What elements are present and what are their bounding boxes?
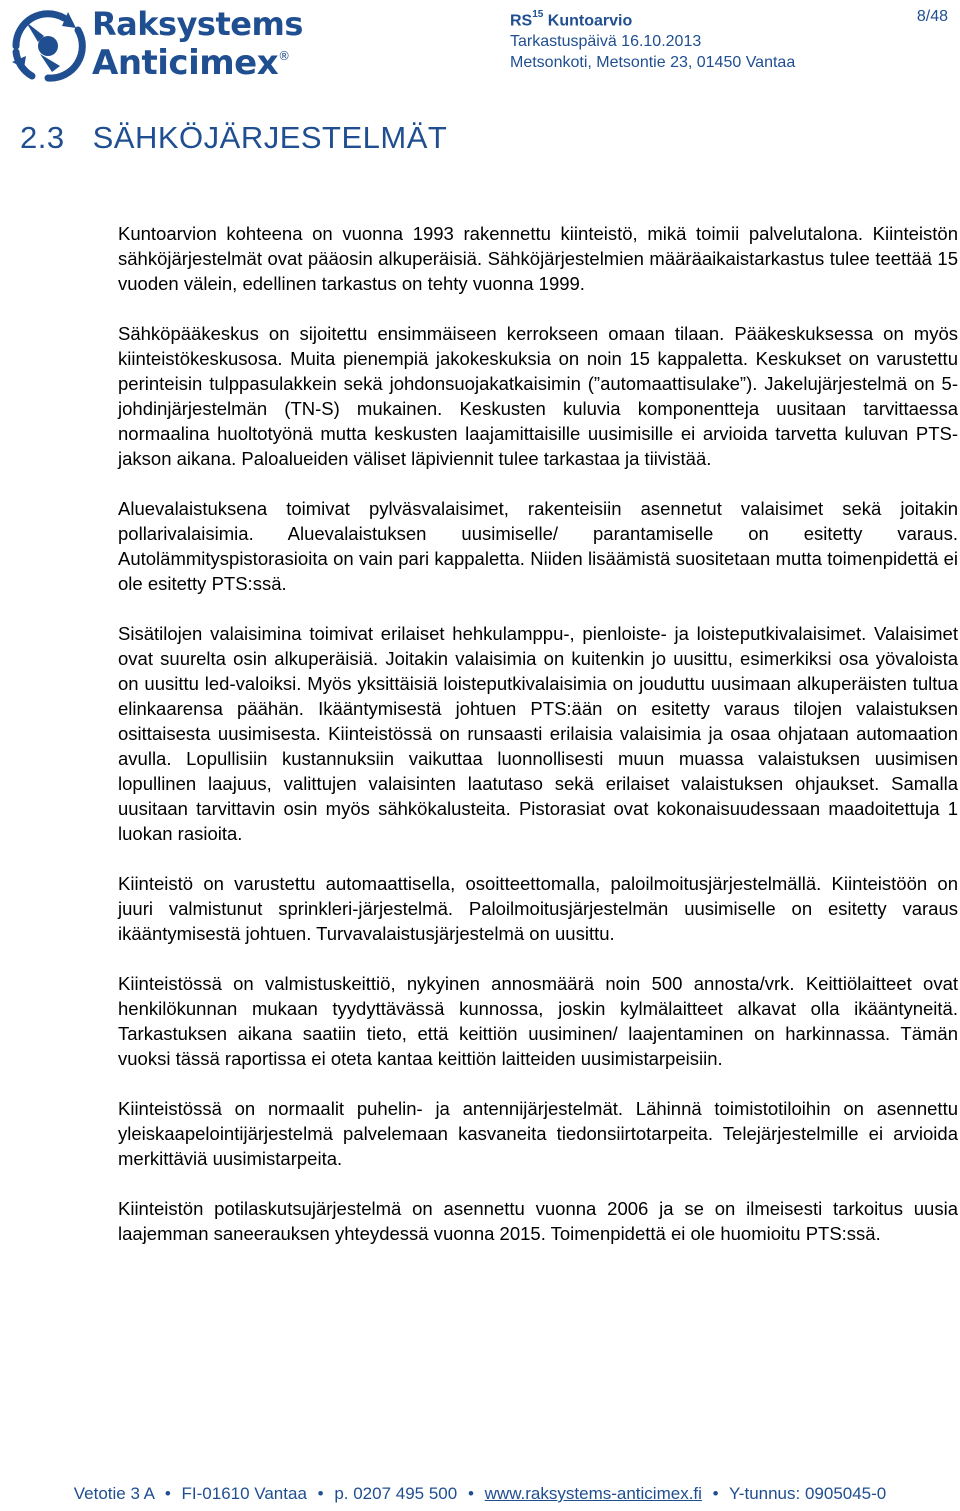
footer-separator: •	[712, 1484, 719, 1503]
paragraph-indoor-lighting: Sisätilojen valaisimina toimivat erilaiset hehkulamppu-, pienloiste- ja loisteputkivalaisimet. Valaisimet ovat suurelta osin alkuperäisiä. Joitakin valaisimia on kuitenkin jo uusittu, esimerkiksi osa yövaloista on uusittu led-valoiksi. Myös yksittäisiä loisteputkivalaisimia on jouduttu uusimaan alkuperäisten tultua elinkaarensa päähän. Ikääntymisestä johtuen PTS:ään on esitetty varaus tilojen valaistuksen osittaisesta uusimisesta. Kiinteistössä on runsaasti erilaisia valaisimia ja osaa ohjataan automaation avulla. Lopullisiin kustannuksiin vaikuttaa luonnollisesti muun muassa valaistuksen uusimisen lopullinen laajuus, valittujen valaisinten laatutaso sekä erilaiset valaistuksen ohjaukset. Samalla uusitaan tarvittavin osin myös sähkökalusteita. Pistorasiat ovat kokonaisuudessaan maadoitettuja 1 luokan rasioita.	[118, 623, 958, 844]
footer-business-id: Y-tunnus: 0905045-0	[729, 1484, 887, 1503]
footer-phone: p. 0207 495 500	[334, 1484, 458, 1503]
section-number: 2.3	[20, 120, 65, 155]
page-header	[0, 0, 960, 90]
footer-address: Vetotie 3 A	[73, 1484, 155, 1503]
paragraph-nurse-call: Kiinteistön potilaskutsujärjestelmä on asennettu vuonna 2006 ja se on ilmeisesti tarkoitus uusia laajemman saneerauksen yhteydessä vuonna 2015. Toimenpidettä ei ole huomioitu PTS:ssä.	[118, 1198, 958, 1244]
page-number: 8/48	[916, 8, 948, 25]
paragraph-telecom: Kiinteistössä on normaalit puhelin- ja antennijärjestelmät. Lähinnä toimistotiloihin on asennettu yleiskaapelointijärjestelmä palvelemaan kasvaneita tiedonsiirtotarpeita. Telejärjestelmille ei arvioida merkittäviä uusimistarpeita.	[118, 1098, 958, 1169]
paragraph-main-switchboard: Sähköpääkeskus on sijoitettu ensimmäiseen kerrokseen omaan tilaan. Pääkeskuksessa on myös kiinteistökeskusosa. Muita pienempiä jakokeskuksia on noin 15 kappaletta. Keskukset on varustettu perinteisin tulppasulakkein sekä johdonsuojakatkaisimin (”automaattisulake”). Jakelujärjestelmä on 5-johdinjärjestelmän (TN-S) mukainen. Keskusten kuluvia komponentteja uusitaan tarvittaessa normaalina huoltotyönä mutta keskusten laajamittaisille uusimisille ei arvioida tarvetta kuluvan PTS-jakson aikana. Paloalueiden väliset läpiviennit tulee tarkastaa ja tiivistää.	[118, 323, 958, 469]
footer-separator: •	[467, 1484, 474, 1503]
logo-text-raksystems: Raksystems	[92, 5, 303, 43]
section-title-text: SÄHKÖJÄRJESTELMÄT	[92, 120, 448, 155]
page-footer	[0, 1484, 960, 1511]
paragraph-general: Kuntoarvion kohteena on vuonna 1993 rakennettu kiinteistö, mikä toimii palvelutalona. Kiinteistön sähköjärjestelmät ovat pääosin alkuperäisiä. Sähköjärjestelmien määräaikaistarkastus tulee teettää 15 vuoden välein, edellinen tarkastus on tehty vuonna 1999.	[118, 223, 958, 294]
section-heading	[20, 120, 447, 156]
logo-emblem-icon	[6, 6, 90, 86]
footer-separator: •	[164, 1484, 171, 1503]
paragraph-kitchen: Kiinteistössä on valmistuskeittiö, nykyinen annosmäärä noin 500 annosta/vrk. Keittiölaitteet ovat henkilökunnan mukaan tyydyttävässä kunnossa, joskin kylmälaitteet alkavat olla ikääntyneitä. Tarkastuksen aikana saatiin tieto, että keittiön uusiminen/ laajentaminen on harkinnassa. Tämän vuoksi tässä raportissa ei oteta kantaa keittiön laitteiden uusimistarpeisiin.	[118, 973, 958, 1069]
company-logo	[6, 4, 316, 88]
footer-website-link[interactable]: www.raksystems-anticimex.fi	[484, 1484, 702, 1503]
registered-mark: ®	[278, 49, 290, 63]
doc-title-prefix: RS	[510, 12, 533, 30]
document-title	[510, 6, 950, 31]
paragraph-outdoor-lighting: Aluevalaistuksena toimivat pylväsvalaisimet, rakenteisiin asennetut valaisimet sekä joitakin pollarivalaisimia. Aluevalaistuksen uusimiselle/ parantamiselle on esitetty varaus. Autolämmityspistorasioita on vain pari kappaletta. Niiden lisäämistä suositetaan mutta toimenpidettä ei ole esitetty PTS:ssä.	[118, 498, 958, 594]
paragraph-fire-alarm: Kiinteistö on varustettu automaattisella, osoitteettomalla, paloilmoitusjärjestelmällä. Kiinteistöön on juuri valmistunut sprinkleri-järjestelmä. Paloilmoitusjärjestelmän uusimiselle on esitetty varaus ikääntymisestä johtuen. Turvavalaistusjärjestelmä on uusittu.	[118, 873, 958, 944]
footer-separator: •	[317, 1484, 324, 1503]
doc-title-rest: Kuntoarvio	[543, 12, 633, 30]
doc-title-sup: 15	[532, 9, 544, 20]
document-body	[118, 221, 958, 1271]
logo-text-anticimex-word: Anticimex	[92, 43, 279, 83]
inspection-date: Tarkastuspäivä 16.10.2013	[510, 33, 702, 51]
footer-postal: FI-01610 Vantaa	[181, 1484, 307, 1503]
property-address: Metsonkoti, Metsontie 23, 01450 Vantaa	[510, 54, 796, 72]
logo-text-anticimex	[92, 43, 290, 83]
document-info	[510, 6, 950, 73]
